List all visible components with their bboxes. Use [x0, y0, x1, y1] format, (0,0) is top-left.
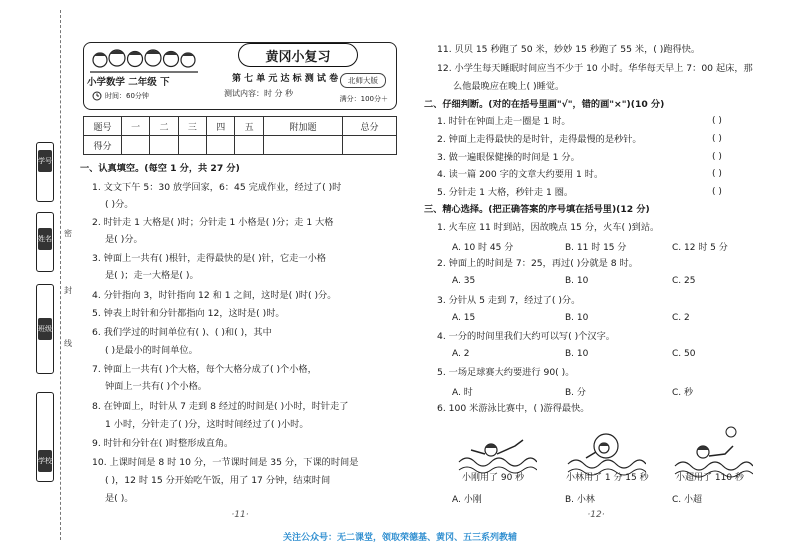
- question-line: 8. 在钟面上，时针从 7 走到 8 经过的时间是( )小时，时针走了: [92, 401, 349, 412]
- edition-badge: 北师大版: [340, 73, 386, 88]
- question-line: 1. 文文下午 5：30 放学回家，6：45 完成作业，经过了( )时: [92, 182, 342, 193]
- judge-question: 2. 钟面上走得最快的是时针，走得最慢的是秒针。: [437, 134, 642, 145]
- question-line: 1 小时，分针走了( )分，这时时间经过了( )小时。: [105, 419, 309, 430]
- question-line: 5. 钟表上时针和分针都指向 12，这时是( )时。: [92, 308, 285, 319]
- choice-option-a[interactable]: A. 2: [452, 349, 470, 359]
- table-cell: 一: [122, 117, 150, 136]
- full-score: 满分：100分＋: [339, 95, 388, 103]
- score-cell[interactable]: [178, 136, 206, 155]
- question-line: 是( )分。: [105, 234, 143, 245]
- answer-paren[interactable]: ( ): [712, 134, 722, 144]
- question-line: 钟面上一共有( )个小格。: [105, 381, 207, 392]
- footer-notice: 关注公众号：无二课堂，领取荣德基、黄冈、五三系列教辅: [282, 533, 517, 543]
- choice-option-a[interactable]: A. 35: [452, 276, 476, 286]
- question-line: 么他最晚应在晚上( )睡觉。: [453, 81, 565, 92]
- judge-question: 3. 做一遍眼保健操的时间是 1 分。: [437, 152, 580, 163]
- choice-option-a[interactable]: A. 15: [452, 313, 476, 323]
- score-cell[interactable]: [122, 136, 150, 155]
- score-cell[interactable]: [150, 136, 178, 155]
- page-number-left: ·11·: [231, 510, 249, 520]
- choice-option-c[interactable]: C. 秒: [672, 388, 694, 398]
- table-cell: 五: [235, 117, 263, 136]
- question-line: ( )，12 时 15 分开始吃午饭，用了 17 分钟，结束时间: [105, 475, 331, 486]
- seal-text-feng: 封: [64, 286, 72, 295]
- swimmer-caption: 小林用了 1 分 15 秒: [566, 473, 649, 483]
- section-3-title: 三、精心选择。(把正确答案的序号填在括号里)(12 分): [424, 204, 650, 215]
- seal-text-mi: 密: [64, 229, 72, 238]
- page-number-right: ·12·: [587, 510, 605, 520]
- time-limit: [92, 91, 149, 101]
- choice-option-c[interactable]: C. 25: [672, 276, 696, 286]
- judge-question: 1. 时针在钟面上走一圈是 1 时。: [437, 116, 571, 127]
- question-line: ( )是最小的时间单位。: [105, 345, 198, 356]
- choice-option-b[interactable]: B. 10: [565, 313, 589, 323]
- answer-paren[interactable]: ( ): [712, 116, 722, 126]
- choice-option-b[interactable]: B. 10: [565, 276, 589, 286]
- table-cell: 附加题: [263, 117, 342, 136]
- student-number-label: 学号: [38, 150, 52, 172]
- test-header: [83, 42, 397, 110]
- choice-question: 4. 一分的时间里我们大约可以写( )个汉字。: [437, 331, 615, 342]
- answer-paren[interactable]: ( ): [712, 187, 722, 197]
- choice-question: 2. 钟面上的时间是 7：25，再过( )分就是 8 时。: [437, 258, 638, 269]
- table-cell: 总分: [343, 117, 397, 136]
- table-cell: 二: [150, 117, 178, 136]
- brand-logo: 黄冈小复习: [238, 43, 358, 67]
- question-line: ( )分。: [105, 199, 134, 210]
- table-cell: 得分: [84, 136, 122, 155]
- score-table: [83, 116, 397, 155]
- choice-option-a[interactable]: A. 时: [452, 388, 473, 398]
- cut-line: [60, 10, 61, 540]
- judge-question: 4. 读一篇 200 字的文章大约要用 1 时。: [437, 169, 604, 180]
- table-cell: 三: [178, 117, 206, 136]
- table-cell: 题号: [84, 117, 122, 136]
- score-cell[interactable]: [235, 136, 263, 155]
- choice-option-b[interactable]: B. 小林: [565, 495, 595, 505]
- class-label: 班级: [38, 318, 52, 340]
- choice-question: 6. 100 米游泳比赛中，( )游得最快。: [437, 403, 590, 414]
- choice-question: 1. 火车应 11 时到站，因故晚点 15 分，火车( )到站。: [437, 222, 660, 233]
- choice-option-a[interactable]: A. 小刚: [452, 495, 482, 505]
- score-cell[interactable]: [207, 136, 235, 155]
- answer-paren[interactable]: ( ): [712, 169, 722, 179]
- section-1-title: 一、认真填空。(每空 1 分，共 27 分): [80, 163, 240, 174]
- table-cell: 四: [207, 117, 235, 136]
- choice-option-b[interactable]: B. 11 时 15 分: [565, 243, 627, 253]
- seal-text-xian: 线: [64, 339, 72, 348]
- choice-question: 3. 分针从 5 走到 7，经过了( )分。: [437, 295, 581, 306]
- children-illustration: [90, 46, 198, 74]
- time-limit-text: 时间：60分钟: [105, 92, 149, 100]
- answer-paren[interactable]: ( ): [712, 152, 722, 162]
- table-row: [84, 136, 397, 155]
- question-line: 6. 我们学过的时间单位有( )、( )和( )，其中: [92, 327, 272, 338]
- question-line: 11. 贝贝 15 秒跑了 50 米，妙妙 15 秒跑了 55 米，( )跑得快。: [437, 44, 701, 55]
- score-cell[interactable]: [263, 136, 342, 155]
- choice-option-b[interactable]: B. 10: [565, 349, 589, 359]
- school-label: 学校: [38, 450, 52, 472]
- choice-question: 5. 一场足球赛大约要进行 90( )。: [437, 367, 575, 378]
- choice-option-c[interactable]: C. 2: [672, 313, 690, 323]
- choice-option-c[interactable]: C. 50: [672, 349, 696, 359]
- question-line: 是( )；走一大格是( )。: [105, 270, 199, 281]
- section-2-title: 二、仔细判断。(对的在括号里画"√"，错的画"×")(10 分): [424, 99, 665, 110]
- clock-icon: [92, 91, 102, 101]
- question-line: 是( )。: [105, 493, 134, 504]
- binding-strip: [0, 0, 78, 550]
- question-line: 10. 上课时间是 8 时 10 分，一节课时间是 35 分，下课的时间是: [92, 457, 359, 468]
- choice-option-c[interactable]: C. 12 时 5 分: [672, 243, 728, 253]
- question-line: 7. 钟面上一共有( )个大格，每个大格分成了( )个小格，: [92, 364, 317, 375]
- choice-option-a[interactable]: A. 10 时 45 分: [452, 243, 514, 253]
- question-line: 3. 钟面上一共有( )根针，走得最快的是( )针，它走一小格: [92, 253, 326, 264]
- unit-title: 第 七 单 元 达 标 测 试 卷: [232, 74, 339, 84]
- grade-title: 小学数学 二年级 下: [87, 77, 170, 88]
- question-line: 12. 小学生每天睡眠时间应当不少于 10 小时。华华每天早上 7：00 起床，那: [437, 63, 753, 74]
- choice-option-b[interactable]: B. 分: [565, 388, 586, 398]
- swimmer-caption: 小超用了 110 秒: [676, 473, 744, 483]
- question-line: 9. 时针和分针在( )时整形成直角。: [92, 438, 234, 449]
- swimmer-caption: 小刚用了 90 秒: [462, 473, 525, 483]
- score-cell[interactable]: [343, 136, 397, 155]
- question-line: 2. 时针走 1 大格是( )时；分针走 1 小格是( )分；走 1 大格: [92, 217, 334, 228]
- choice-option-c[interactable]: C. 小超: [672, 495, 703, 505]
- table-row: [84, 117, 397, 136]
- question-line: 4. 分针指向 3，时针指向 12 和 1 之间，这时是( )时( )分。: [92, 290, 337, 301]
- name-label: 姓名: [38, 228, 52, 250]
- judge-question: 5. 分针走 1 大格，秒针走 1 圈。: [437, 187, 574, 198]
- test-content: 测试内容：时 分 秒: [224, 89, 294, 98]
